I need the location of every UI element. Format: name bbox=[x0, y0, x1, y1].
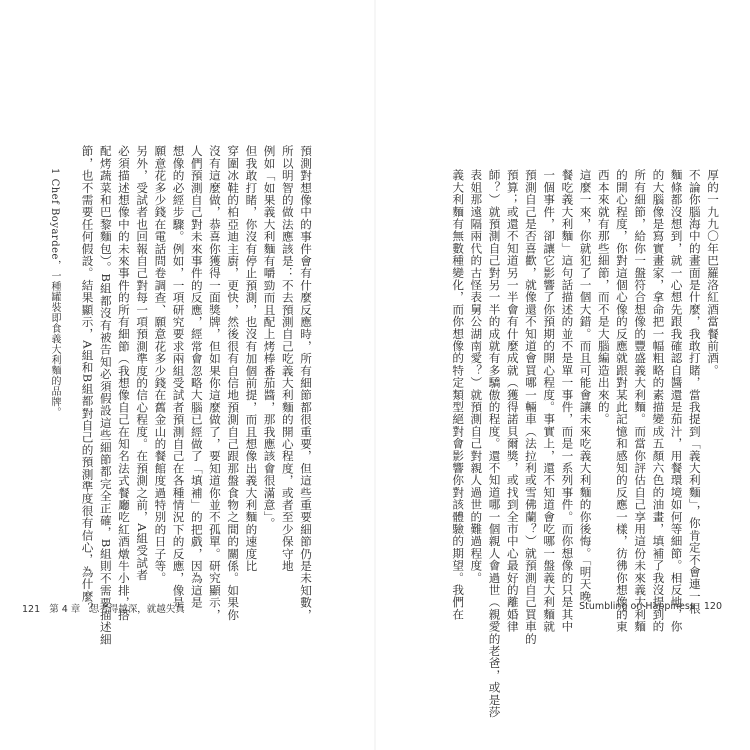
left-body-line: 但我敢打睹，你沒有停止預測，也沒有加個前提，而且想像出義大利麵的速度比 bbox=[244, 145, 259, 572]
left-body-line: 例如「如果義大利麵有嚼勁而且配上烤棒番茄醬，那我應該會很滿意」。 bbox=[262, 145, 277, 530]
footnote bbox=[47, 168, 61, 417]
right-page-number: 120 bbox=[703, 601, 722, 612]
left-running-head: 第 4 章 思考得越深，就越失真 bbox=[49, 604, 185, 615]
left-footer bbox=[22, 601, 185, 615]
right-body-line: 所有細節，給你一盤符合想像的豐盛義大利麵。而當你評估自己享用這份未來義大利麵 bbox=[633, 169, 648, 633]
left-body-line: 所以明智的做法應該是：不去預測自己吃義大利麵的開心程度，或者至少保守地 bbox=[280, 145, 295, 572]
right-running-head: Stumbling on Happiness bbox=[579, 601, 695, 612]
right-page bbox=[375, 0, 750, 750]
left-body-line: 穿圍冰鞋的柏亞迪主廚，更快，然後很有自信地預測自己跟那盤食物之間的關係。如果你 bbox=[226, 145, 241, 621]
right-body-line: 義大利麵有無數種變化，而你想像的特定類型絕對會影響你對該體驗的期望。我們在 bbox=[451, 169, 466, 621]
right-body-line: 餐吃義大利麵」這句話描述的並不是單一事件，而是一系列事件。而你想像的只是其中 bbox=[560, 169, 575, 633]
right-body-line: 不論你腦海中的畫面是什麼，我敢打賭，當我提到「義大利麵」，你肯定不會連一根 bbox=[687, 169, 702, 615]
right-body-line: 一個事件，卻讓它影響了你預期的開心程度。事實上，還不知道會吃哪一盤義大利麵就 bbox=[542, 169, 557, 633]
right-body-line: 的大腦像是寫實畫家，拿命把一幅粗略的素描變成五顏六色的油畫，填補了我沒提到的 bbox=[651, 169, 666, 633]
right-body-line: 預測自己是否喜歡，就像還不知道會買哪一輛車（法拉利或雪佛蘭？）就預測自己買車的 bbox=[523, 169, 538, 645]
left-page-number: 121 bbox=[22, 604, 41, 615]
left-body-line: 配烤蔬菜和巴黎麵包）。B組都沒有被告知必須假設這些細節都完全正確，B組則不需要描述細 bbox=[98, 145, 113, 646]
right-body-line: 厚的一九九〇年巴羅洛紅酒當餐前酒。 bbox=[706, 169, 720, 377]
left-body-line: 人們預測自己對未來事件的反應，經常會忽略大腦已經做了「填補」的把戲，因為這是 bbox=[189, 145, 204, 609]
left-body-line: 另外，受試者也回報自己對每一項預測準度的信心程度。在預測之前，A組受試者 bbox=[135, 145, 150, 581]
right-body-line: 的開心程度，你對這個心像的反應就跟對某此記憶和感知的反應一樣，彷彿你想像的東 bbox=[614, 169, 629, 633]
right-body-line: 這麼一來，你就犯了一個大錯。而且可能會讓未來吃義大利麵的你後悔。「明天晚 bbox=[578, 169, 593, 603]
right-body-line: 師？）就預測自己對另一半的成就有多驕傲的程度。還不知道哪一個親人會過世（親愛的老爸，或是莎 bbox=[487, 169, 502, 718]
right-body-line: 預算；或還不知道另一半會有什麼成就（獲得諾貝爾獎，或找到全市中心最好的離婚律 bbox=[505, 169, 520, 633]
right-body-line: 表姐那遠隔兩代的古怪表舅公湖南愛？）就預測自己對親人過世的難過程度。 bbox=[469, 169, 484, 584]
left-body-line: 願意花多少錢在電話問卷調查、願意花多少錢在舊金山的餐館度過特別的日子等。 bbox=[153, 145, 168, 585]
left-body-line: 想像的必經步驟。例如，一項研究要求兩組受試者預測自己在各種情況下的反應，像是 bbox=[171, 145, 186, 609]
left-body-line: 預測對想像中的事件會有什麼反應時，所有細節都很重要，但這些重要細節仍是未知數， bbox=[299, 145, 313, 621]
right-body-line: 西本來就有那些細節，而不是大腦編造出來的。 bbox=[596, 169, 611, 426]
left-body-line: 節，也不需要任何假設。結果顯示，A組和B組都對自己的預測準度很有信心，為什麼？ bbox=[80, 145, 95, 615]
right-body-line: 麵條都沒想到，就一心想先跟我確認自醬還是茄汁，用餐環境如何等細節。相反地，你 bbox=[669, 169, 684, 633]
right-footer bbox=[579, 601, 722, 612]
left-body-line: 必須描述想像中的未來事件的所有細節（我想像自己在知名法式餐廳吃紅酒燉牛小排，搭 bbox=[116, 145, 131, 621]
footnote-text: Chef Boyardee，一種罐裝即食義大利麵的品牌。 bbox=[49, 178, 60, 418]
left-body-line: 沒有這麼做，恭喜你獲得一面獎牌，但如果你這麼做了，要知道你並不孤單。研究顯示， bbox=[207, 145, 222, 621]
footnote-marker: 1 bbox=[49, 168, 60, 175]
